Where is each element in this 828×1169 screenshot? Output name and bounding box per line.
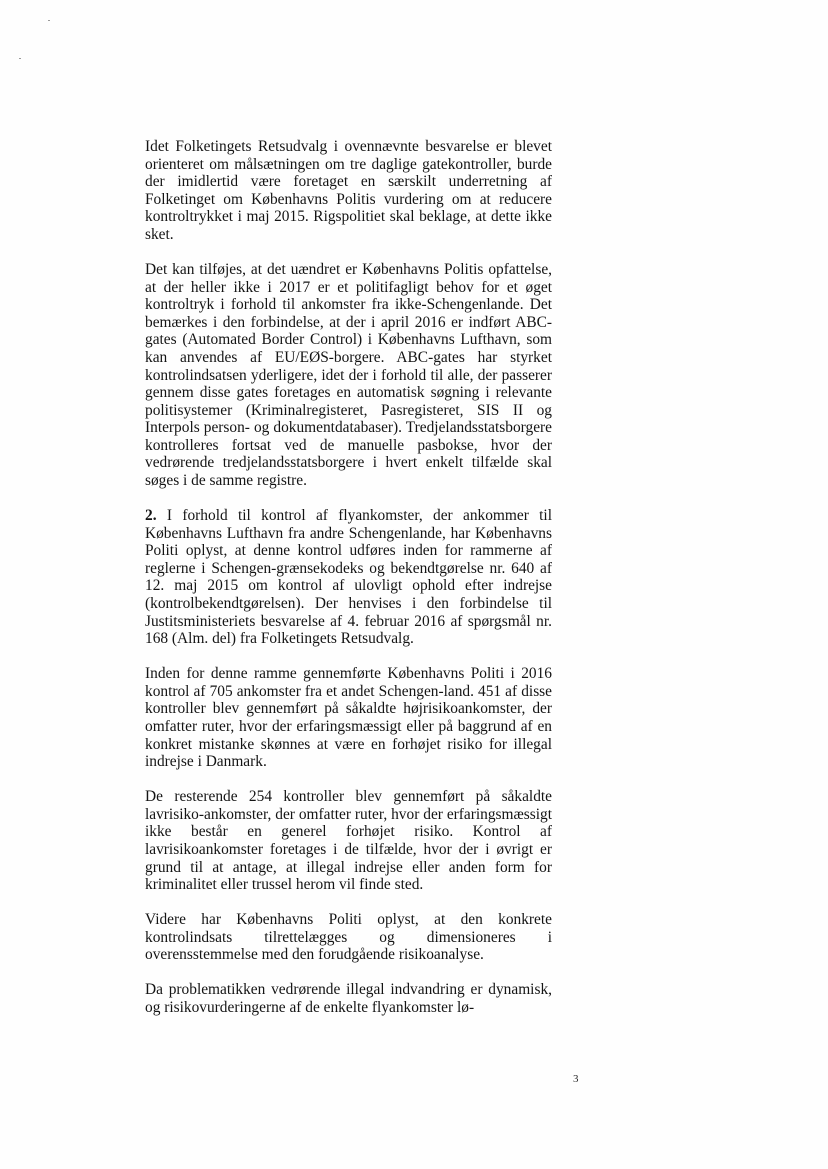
paragraph-text: Inden for denne ramme gennemførte Københavns Politi i 2016 kontrol af 705 ankomster fra et andet Schengen-land. 451 af disse kontroller blev gennemført på såkaldte højrisikoankomster, der omfatter ruter, hvor der erfaringsmæssigt eller på baggrund af en konkret mistanke skønnes at være en forhøjet risiko for illegal indrejse i Danmark. bbox=[145, 665, 552, 771]
paragraph-4 bbox=[145, 665, 552, 771]
paragraph-text: Idet Folketingets Retsudvalg i ovennævnte besvarelse er blevet orienteret om målsætningen om tre daglige gatekontroller, burde der imidlertid være foretaget en særskilt underretning af Folketinget om Københavns Politis vurdering om at reducere kontroltrykket i maj 2015. Rigspolitiet skal beklage, at dette ikke sket. bbox=[145, 138, 552, 243]
paragraph-text: Det kan tilføjes, at det uændret er Københavns Politis opfattelse, at der heller ikke i 2017 er et politifagligt behov for et øget kontroltryk i forhold til ankomster fra ikke-Schengenlande. Det bemærkes i den forbindelse, at der i april 2016 er indført ABC-gates (Automated Border Control) i Københavns Lufthavn, som kan anvendes af EU/EØS-borgere. ABC-gates har styrket kontrolindsatsen yderligere, idet der i forhold til alle, der passerer gennem disse gates foretages en automatisk søgning i relevante politisystemer (Kriminalregisteret, Pasregisteret, SIS II og Interpols person- og dokumentdatabaser). Tredjelandsstatsborgere kontrolleres fortsat ved de manuelle pasbokse, hvor der vedrørende tredjelandsstatsborgere i hvert enkelt tilfælde skal søges i de samme registre. bbox=[145, 260, 552, 490]
paragraph-6 bbox=[145, 911, 552, 964]
paragraph-text: De resterende 254 kontroller blev gennemført på såkaldte lavrisiko-ankomster, der omfatter ruter, hvor der erfaringsmæssigt ikke består en generel forhøjet risiko. Kontrol af lavrisikoankomster foretages i de tilfælde, hvor der i øvrigt er grund til at antage, at illegal indrejse eller anden form for kriminalitet eller trussel herom vil finde sted. bbox=[145, 788, 552, 894]
page-number: 3 bbox=[573, 1073, 579, 1085]
paragraph-text: Videre har Københavns Politi oplyst, at den konkrete kontrolindsats tilrettelægges og dimensioneres i overensstemmelse med den forudgående risikoanalyse. bbox=[145, 911, 552, 964]
paragraph-1 bbox=[145, 138, 552, 244]
paragraph-text: I forhold til kontrol af flyankomster, der ankommer til Københavns Lufthavn fra andre Schengenlande, har Københavns Politi oplyst, at denne kontrol udføres inden for rammerne af reglerne i Schengen-grænsekodeks og bekendtgørelse nr. 640 af 12. maj 2015 om kontrol af ulovligt ophold efter indrejse (kontrolbekendtgørelsen). Der henvises i den forbindelse til Justitsministeriets besvarelse af 4. februar 2016 af spørgsmål nr. 168 (Alm. del) fra Folketingets Retsudvalg. bbox=[145, 507, 552, 648]
paragraph-7 bbox=[145, 981, 552, 1016]
paragraph-2 bbox=[145, 261, 552, 490]
scan-speck bbox=[19, 58, 21, 59]
paragraph-text: Da problematikken vedrørende illegal indvandring er dynamisk, og risikovurderingerne af de enkelte flyankomster lø- bbox=[145, 981, 552, 1016]
scan-speck bbox=[48, 20, 50, 21]
paragraph-3 bbox=[145, 507, 552, 648]
paragraph-5 bbox=[145, 788, 552, 894]
section-number: 2. bbox=[145, 507, 157, 525]
document-body bbox=[145, 138, 552, 1016]
